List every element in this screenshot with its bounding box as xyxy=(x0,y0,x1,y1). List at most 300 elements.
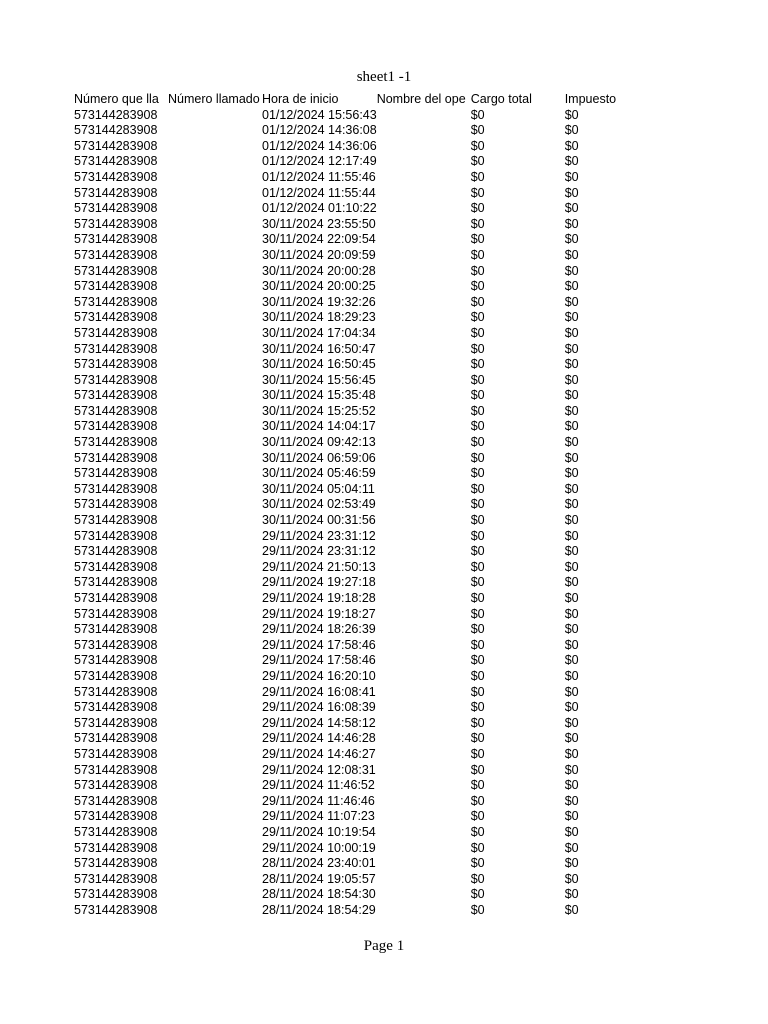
cell-called-number xyxy=(168,825,262,841)
cell-called-number xyxy=(168,108,262,124)
cell-total-charge: $0 xyxy=(470,809,485,824)
cell-total-charge: $0 xyxy=(470,887,485,902)
header-row xyxy=(74,92,659,108)
cell-called-number xyxy=(168,591,262,607)
table-row xyxy=(74,887,659,903)
cell-operator-name xyxy=(377,716,471,732)
cell-tax: $0 xyxy=(564,107,579,122)
cell-called-number xyxy=(168,872,262,888)
cell-tax: $0 xyxy=(564,653,579,668)
cell-operator-name xyxy=(377,731,471,747)
cell-calling-number: 573144283908 xyxy=(74,247,158,262)
cell-called-number xyxy=(168,731,262,747)
cell-operator-name xyxy=(377,232,471,248)
table-row xyxy=(74,435,659,451)
cell-called-number xyxy=(168,903,262,919)
cell-called-number xyxy=(168,388,262,404)
cell-called-number xyxy=(168,887,262,903)
cell-total-charge: $0 xyxy=(470,263,485,278)
cell-tax: $0 xyxy=(564,544,579,559)
cell-total-charge: $0 xyxy=(470,216,485,231)
cell-operator-name xyxy=(377,497,471,513)
cell-called-number xyxy=(168,575,262,591)
cell-total-charge: $0 xyxy=(470,793,485,808)
cell-calling-number: 573144283908 xyxy=(74,778,158,793)
cell-operator-name xyxy=(377,482,471,498)
cell-total-charge: $0 xyxy=(470,591,485,605)
cell-start-time: 29/11/2024 18:26:39 xyxy=(262,622,376,637)
cell-tax: $0 xyxy=(564,762,579,777)
cell-operator-name xyxy=(377,279,471,295)
cell-start-time: 29/11/2024 23:31:12 xyxy=(262,544,376,559)
cell-total-charge: $0 xyxy=(470,325,485,340)
cell-calling-number: 573144283908 xyxy=(74,809,158,824)
cell-called-number xyxy=(168,778,262,794)
cell-operator-name xyxy=(377,607,471,623)
cell-calling-number: 573144283908 xyxy=(74,591,158,605)
cell-operator-name xyxy=(377,264,471,280)
table-row xyxy=(74,513,659,529)
cell-calling-number: 573144283908 xyxy=(74,450,158,465)
cell-tax: $0 xyxy=(564,700,579,715)
cell-calling-number: 573144283908 xyxy=(74,544,158,559)
cell-tax: $0 xyxy=(564,513,579,528)
cell-tax: $0 xyxy=(564,606,579,621)
cell-calling-number: 573144283908 xyxy=(74,403,158,418)
cell-start-time: 01/12/2024 15:56:43 xyxy=(262,107,377,122)
cell-total-charge: $0 xyxy=(470,528,485,543)
cell-called-number xyxy=(168,373,262,389)
cell-called-number xyxy=(168,856,262,872)
cell-operator-name xyxy=(377,217,471,233)
cell-total-charge: $0 xyxy=(470,294,485,309)
cell-tax: $0 xyxy=(564,466,579,481)
cell-operator-name xyxy=(377,419,471,435)
cell-total-charge: $0 xyxy=(470,341,485,356)
cell-operator-name xyxy=(377,685,471,701)
cell-total-charge: $0 xyxy=(470,513,485,528)
cell-tax: $0 xyxy=(564,263,579,278)
cell-start-time: 01/12/2024 11:55:44 xyxy=(262,185,376,200)
cell-calling-number: 573144283908 xyxy=(74,294,158,309)
cell-calling-number: 573144283908 xyxy=(74,762,158,777)
table-row xyxy=(74,841,659,857)
cell-operator-name xyxy=(377,575,471,591)
cell-start-time: 29/11/2024 16:08:41 xyxy=(262,684,376,699)
table-row xyxy=(74,763,659,779)
cell-calling-number: 573144283908 xyxy=(74,466,158,481)
cell-total-charge: $0 xyxy=(470,559,485,574)
cell-start-time: 01/12/2024 14:36:08 xyxy=(262,123,377,138)
cell-called-number xyxy=(168,716,262,732)
table-row xyxy=(74,139,659,155)
cell-operator-name xyxy=(377,186,471,202)
cell-operator-name xyxy=(377,529,471,545)
cell-total-charge: $0 xyxy=(470,497,485,512)
table-row xyxy=(74,419,659,435)
cell-tax: $0 xyxy=(564,138,579,153)
cell-called-number xyxy=(168,669,262,685)
table-row xyxy=(74,451,659,467)
table-row xyxy=(74,529,659,545)
cell-start-time: 30/11/2024 20:00:28 xyxy=(262,263,376,278)
cell-operator-name xyxy=(377,809,471,825)
cell-called-number xyxy=(168,154,262,170)
cell-start-time: 30/11/2024 16:50:47 xyxy=(262,341,376,356)
cell-start-time: 29/11/2024 23:31:12 xyxy=(262,528,376,543)
cell-operator-name xyxy=(377,451,471,467)
cell-tax: $0 xyxy=(564,793,579,808)
cell-calling-number: 573144283908 xyxy=(74,435,158,450)
cell-total-charge: $0 xyxy=(470,185,485,200)
cell-start-time: 30/11/2024 20:09:59 xyxy=(262,247,376,262)
cell-calling-number: 573144283908 xyxy=(74,232,158,247)
table-row xyxy=(74,794,659,810)
table-row xyxy=(74,778,659,794)
cell-total-charge: $0 xyxy=(470,450,485,465)
cell-total-charge: $0 xyxy=(470,778,485,793)
cell-total-charge: $0 xyxy=(470,419,485,434)
cell-tax: $0 xyxy=(564,372,579,387)
cell-operator-name xyxy=(377,170,471,186)
table-row xyxy=(74,310,659,326)
cell-calling-number: 573144283908 xyxy=(74,325,158,340)
cell-calling-number: 573144283908 xyxy=(74,731,158,746)
cell-total-charge: $0 xyxy=(470,466,485,481)
cell-start-time: 29/11/2024 14:46:27 xyxy=(262,746,376,761)
table-row xyxy=(74,108,659,124)
cell-total-charge: $0 xyxy=(470,138,485,153)
cell-operator-name xyxy=(377,404,471,420)
table-row xyxy=(74,856,659,872)
cell-operator-name xyxy=(377,638,471,654)
table-row xyxy=(74,154,659,170)
header-called-number: Número llamado xyxy=(168,92,260,106)
cell-operator-name xyxy=(377,248,471,264)
table-row xyxy=(74,388,659,404)
cell-start-time: 01/12/2024 01:10:22 xyxy=(262,201,377,216)
table-row xyxy=(74,201,659,217)
header-start-time: Hora de inicio xyxy=(262,92,339,106)
cell-tax: $0 xyxy=(564,871,579,886)
cell-tax: $0 xyxy=(564,824,579,839)
table-row xyxy=(74,622,659,638)
cell-start-time: 29/11/2024 16:20:10 xyxy=(262,668,376,683)
cell-calling-number: 573144283908 xyxy=(74,793,158,808)
cell-total-charge: $0 xyxy=(470,871,485,886)
cell-operator-name xyxy=(377,872,471,888)
cell-tax: $0 xyxy=(564,341,579,356)
table-row xyxy=(74,497,659,513)
cell-calling-number: 573144283908 xyxy=(74,575,158,590)
cell-calling-number: 573144283908 xyxy=(74,481,158,496)
cell-called-number xyxy=(168,794,262,810)
cell-called-number xyxy=(168,638,262,654)
cell-operator-name xyxy=(377,841,471,857)
cell-operator-name xyxy=(377,295,471,311)
cell-tax: $0 xyxy=(564,435,579,450)
cell-calling-number: 573144283908 xyxy=(74,668,158,683)
cell-total-charge: $0 xyxy=(470,824,485,839)
cell-tax: $0 xyxy=(564,856,579,871)
cell-start-time: 30/11/2024 15:25:52 xyxy=(262,403,376,418)
table-row xyxy=(74,544,659,560)
cell-total-charge: $0 xyxy=(470,700,485,715)
cell-called-number xyxy=(168,763,262,779)
cell-calling-number: 573144283908 xyxy=(74,138,158,153)
cell-total-charge: $0 xyxy=(470,372,485,387)
cell-called-number xyxy=(168,295,262,311)
table-row xyxy=(74,607,659,623)
cell-start-time: 30/11/2024 19:32:26 xyxy=(262,294,376,309)
cell-operator-name xyxy=(377,201,471,217)
cell-called-number xyxy=(168,747,262,763)
cell-total-charge: $0 xyxy=(470,154,485,169)
cell-tax: $0 xyxy=(564,559,579,574)
table-row xyxy=(74,186,659,202)
cell-called-number xyxy=(168,466,262,482)
cell-start-time: 01/12/2024 14:36:06 xyxy=(262,138,377,153)
cell-total-charge: $0 xyxy=(470,653,485,668)
cell-calling-number: 573144283908 xyxy=(74,856,158,871)
cell-operator-name xyxy=(377,591,471,607)
cell-total-charge: $0 xyxy=(470,310,485,325)
cell-tax: $0 xyxy=(564,746,579,761)
cell-calling-number: 573144283908 xyxy=(74,107,158,122)
sheet-title: sheet1 -1 xyxy=(356,69,412,85)
cell-start-time: 28/11/2024 19:05:57 xyxy=(262,871,376,886)
cell-called-number xyxy=(168,497,262,513)
table-row xyxy=(74,809,659,825)
cell-total-charge: $0 xyxy=(470,232,485,247)
cell-tax: $0 xyxy=(564,809,579,824)
cell-operator-name xyxy=(377,357,471,373)
cell-start-time: 29/11/2024 19:18:27 xyxy=(262,606,376,621)
cell-called-number xyxy=(168,279,262,295)
cell-calling-number: 573144283908 xyxy=(74,902,158,917)
page-footer: Page 1 xyxy=(363,938,405,954)
cell-called-number xyxy=(168,560,262,576)
cell-called-number xyxy=(168,248,262,264)
cell-called-number xyxy=(168,310,262,326)
table-row xyxy=(74,326,659,342)
cell-start-time: 30/11/2024 06:59:06 xyxy=(262,450,376,465)
cell-total-charge: $0 xyxy=(470,403,485,418)
cell-called-number xyxy=(168,622,262,638)
table-row xyxy=(74,295,659,311)
cell-total-charge: $0 xyxy=(470,107,485,122)
cell-calling-number: 573144283908 xyxy=(74,887,158,902)
cell-start-time: 30/11/2024 15:56:45 xyxy=(262,372,376,387)
cell-tax: $0 xyxy=(564,279,579,294)
cell-tax: $0 xyxy=(564,310,579,325)
cell-start-time: 29/11/2024 17:58:46 xyxy=(262,637,376,652)
cell-tax: $0 xyxy=(564,731,579,746)
table-row xyxy=(74,872,659,888)
cell-called-number xyxy=(168,139,262,155)
cell-start-time: 30/11/2024 00:31:56 xyxy=(262,513,376,528)
cell-total-charge: $0 xyxy=(470,668,485,683)
cell-total-charge: $0 xyxy=(470,169,485,184)
cell-start-time: 29/11/2024 19:27:18 xyxy=(262,575,376,590)
cell-called-number xyxy=(168,435,262,451)
cell-start-time: 30/11/2024 09:42:13 xyxy=(262,435,376,450)
cell-called-number xyxy=(168,201,262,217)
cell-tax: $0 xyxy=(564,216,579,231)
cell-operator-name xyxy=(377,903,471,919)
cell-tax: $0 xyxy=(564,123,579,138)
table-row xyxy=(74,653,659,669)
cell-called-number xyxy=(168,326,262,342)
cell-start-time: 29/11/2024 19:18:28 xyxy=(262,591,376,605)
table-row xyxy=(74,232,659,248)
cell-start-time: 30/11/2024 20:00:25 xyxy=(262,279,376,294)
cell-calling-number: 573144283908 xyxy=(74,746,158,761)
cell-operator-name xyxy=(377,154,471,170)
cell-called-number xyxy=(168,809,262,825)
call-records-table xyxy=(74,92,659,918)
cell-calling-number: 573144283908 xyxy=(74,497,158,512)
cell-called-number xyxy=(168,529,262,545)
table-row xyxy=(74,731,659,747)
table-row xyxy=(74,123,659,139)
cell-tax: $0 xyxy=(564,715,579,730)
cell-operator-name xyxy=(377,778,471,794)
cell-start-time: 30/11/2024 17:04:34 xyxy=(262,325,376,340)
cell-calling-number: 573144283908 xyxy=(74,622,158,637)
cell-operator-name xyxy=(377,108,471,124)
cell-called-number xyxy=(168,264,262,280)
cell-operator-name xyxy=(377,856,471,872)
cell-called-number xyxy=(168,451,262,467)
cell-called-number xyxy=(168,123,262,139)
cell-start-time: 29/11/2024 11:46:46 xyxy=(262,793,375,808)
cell-start-time: 30/11/2024 15:35:48 xyxy=(262,388,376,403)
cell-called-number xyxy=(168,653,262,669)
cell-tax: $0 xyxy=(564,403,579,418)
cell-total-charge: $0 xyxy=(470,247,485,262)
table-row xyxy=(74,700,659,716)
cell-tax: $0 xyxy=(564,185,579,200)
cell-tax: $0 xyxy=(564,591,579,605)
cell-called-number xyxy=(168,186,262,202)
cell-tax: $0 xyxy=(564,357,579,372)
cell-called-number xyxy=(168,513,262,529)
cell-calling-number: 573144283908 xyxy=(74,169,158,184)
cell-tax: $0 xyxy=(564,247,579,262)
cell-tax: $0 xyxy=(564,294,579,309)
cell-calling-number: 573144283908 xyxy=(74,653,158,668)
cell-calling-number: 573144283908 xyxy=(74,201,158,216)
cell-called-number xyxy=(168,544,262,560)
cell-tax: $0 xyxy=(564,528,579,543)
table-row xyxy=(74,170,659,186)
cell-operator-name xyxy=(377,887,471,903)
cell-total-charge: $0 xyxy=(470,606,485,621)
cell-calling-number: 573144283908 xyxy=(74,216,158,231)
cell-start-time: 30/11/2024 16:50:45 xyxy=(262,357,376,372)
cell-start-time: 28/11/2024 23:40:01 xyxy=(262,856,376,871)
cell-start-time: 29/11/2024 14:58:12 xyxy=(262,715,376,730)
cell-operator-name xyxy=(377,123,471,139)
table-row xyxy=(74,264,659,280)
cell-called-number xyxy=(168,170,262,186)
cell-tax: $0 xyxy=(564,450,579,465)
cell-tax: $0 xyxy=(564,840,579,855)
cell-start-time: 30/11/2024 05:46:59 xyxy=(262,466,376,481)
cell-calling-number: 573144283908 xyxy=(74,372,158,387)
cell-calling-number: 573144283908 xyxy=(74,559,158,574)
cell-total-charge: $0 xyxy=(470,481,485,496)
cell-start-time: 29/11/2024 21:50:13 xyxy=(262,559,376,574)
table-row xyxy=(74,575,659,591)
cell-start-time: 29/11/2024 17:58:46 xyxy=(262,653,376,668)
table-row xyxy=(74,248,659,264)
table-row xyxy=(74,482,659,498)
cell-total-charge: $0 xyxy=(470,357,485,372)
table-row xyxy=(74,342,659,358)
cell-calling-number: 573144283908 xyxy=(74,871,158,886)
cell-start-time: 29/11/2024 11:07:23 xyxy=(262,809,375,824)
cell-start-time: 29/11/2024 12:08:31 xyxy=(262,762,376,777)
table-row xyxy=(74,716,659,732)
header-total-charge: Cargo total xyxy=(470,92,532,106)
table-row xyxy=(74,591,659,607)
cell-operator-name xyxy=(377,825,471,841)
cell-calling-number: 573144283908 xyxy=(74,357,158,372)
cell-total-charge: $0 xyxy=(470,746,485,761)
cell-tax: $0 xyxy=(564,169,579,184)
cell-total-charge: $0 xyxy=(470,279,485,294)
cell-operator-name xyxy=(377,763,471,779)
cell-tax: $0 xyxy=(564,154,579,169)
cell-calling-number: 573144283908 xyxy=(74,684,158,699)
cell-operator-name xyxy=(377,310,471,326)
cell-operator-name xyxy=(377,388,471,404)
table-row xyxy=(74,357,659,373)
cell-total-charge: $0 xyxy=(470,856,485,871)
cell-tax: $0 xyxy=(564,622,579,637)
cell-calling-number: 573144283908 xyxy=(74,715,158,730)
cell-operator-name xyxy=(377,373,471,389)
cell-calling-number: 573144283908 xyxy=(74,263,158,278)
cell-total-charge: $0 xyxy=(470,762,485,777)
cell-calling-number: 573144283908 xyxy=(74,840,158,855)
cell-operator-name xyxy=(377,435,471,451)
cell-start-time: 01/12/2024 12:17:49 xyxy=(262,154,377,169)
cell-total-charge: $0 xyxy=(470,435,485,450)
cell-called-number xyxy=(168,607,262,623)
cell-start-time: 28/11/2024 18:54:30 xyxy=(262,887,376,902)
cell-operator-name xyxy=(377,544,471,560)
cell-start-time: 30/11/2024 18:29:23 xyxy=(262,310,376,325)
cell-start-time: 28/11/2024 18:54:29 xyxy=(262,902,376,917)
cell-operator-name xyxy=(377,700,471,716)
cell-start-time: 29/11/2024 10:00:19 xyxy=(262,840,376,855)
cell-called-number xyxy=(168,404,262,420)
cell-calling-number: 573144283908 xyxy=(74,123,158,138)
header-calling-number: Número que lla xyxy=(74,92,159,106)
table-row xyxy=(74,669,659,685)
cell-calling-number: 573144283908 xyxy=(74,700,158,715)
cell-called-number xyxy=(168,232,262,248)
cell-calling-number: 573144283908 xyxy=(74,528,158,543)
cell-operator-name xyxy=(377,653,471,669)
table-row xyxy=(74,903,659,919)
table-row xyxy=(74,279,659,295)
cell-total-charge: $0 xyxy=(470,544,485,559)
cell-tax: $0 xyxy=(564,497,579,512)
